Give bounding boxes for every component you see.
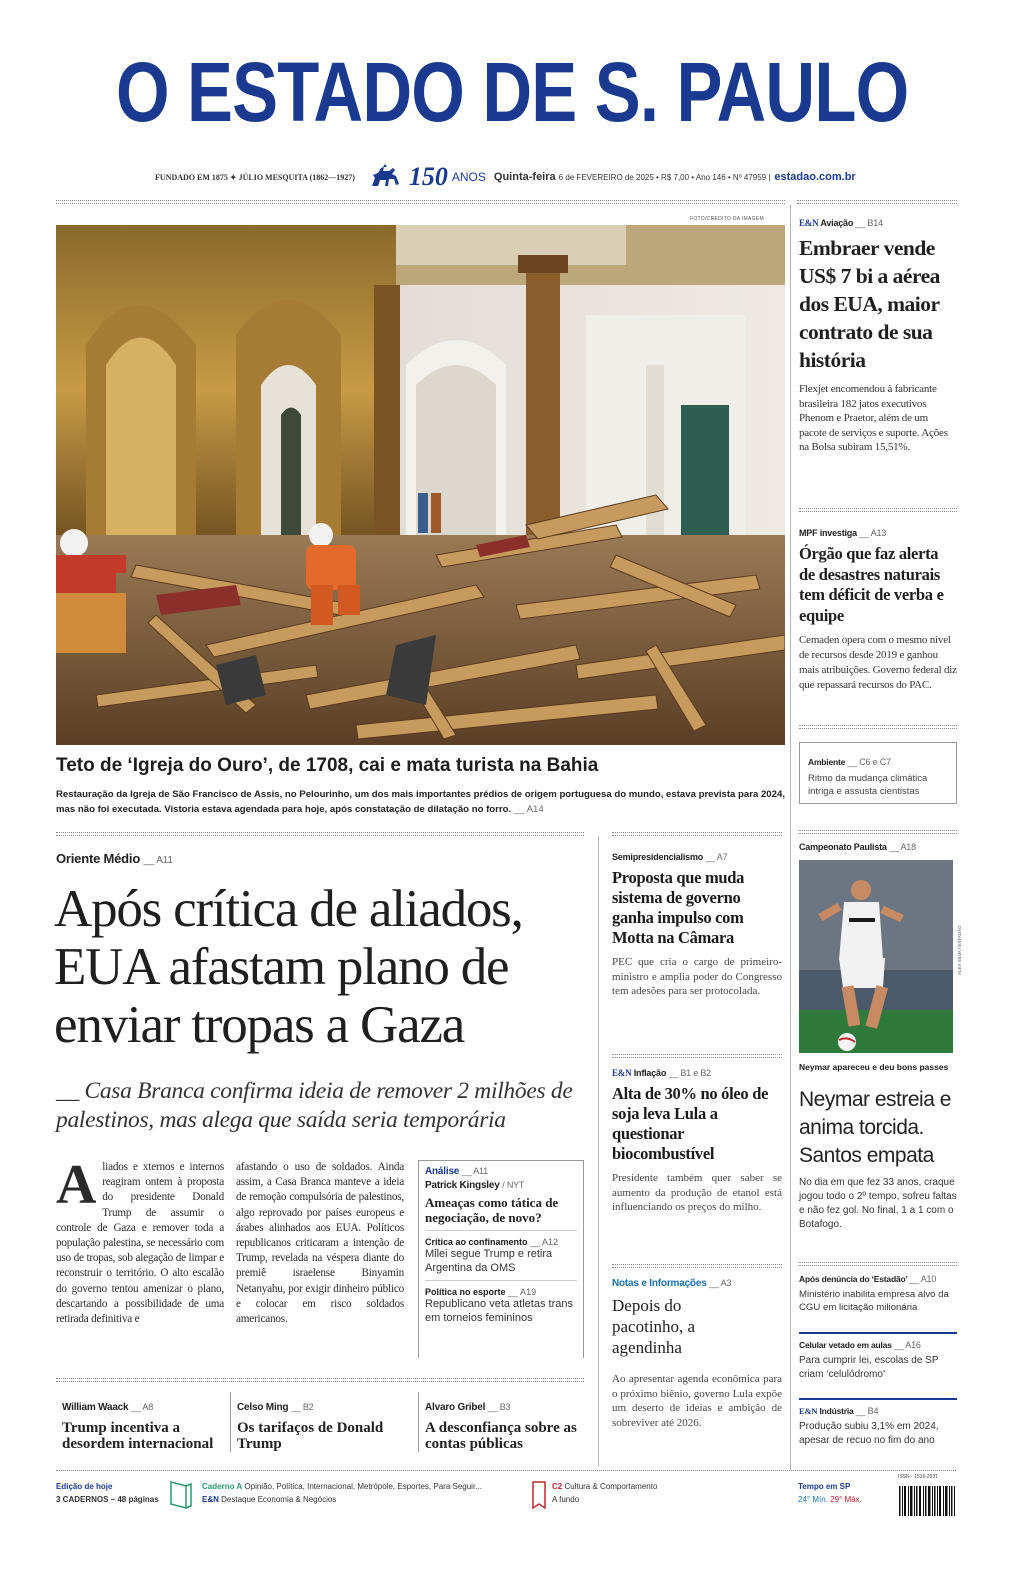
main-column-1 [56,1154,224,1327]
middle-story-1 [612,852,782,999]
right-story-5 [799,1274,957,1314]
lead-photo [56,225,785,745]
caderno-c2-icon [531,1480,549,1510]
footer-en-text: Destaque Economia & Negócios [221,1495,337,1504]
main-kicker [56,851,173,866]
middle-story-2-label: Inflação [633,1068,667,1078]
right-story-7-text[interactable]: Produção subiu 3,1% em 2024, apesar de recuo no fim do ano [799,1421,939,1446]
right-story-3-text: Ritmo da mudança climática intriga e assusta cientistas [808,773,928,797]
main-kicker-label: Oriente Médio [56,851,141,866]
footer-cad-a-text: Opinião, Política, Internacional, Metrópole, Esportes, Para Seguir... [244,1482,482,1491]
neymar-photo-credit: ALEX SILVA / ESTADÃO [957,925,962,975]
middle-story-3-page: __ A3 [709,1278,732,1288]
right-rule-1 [799,508,957,512]
middle-rule-1 [612,1054,782,1058]
church-collapse-image [56,225,785,745]
founded-line: FUNDADO EM 1875 ✦ JÚLIO MESQUITA (1862—1927) [155,172,355,182]
footer-weather-label: Tempo em SP [798,1482,851,1491]
column-headline: Trump incentiva a desordem internacional [62,1420,214,1452]
lead-summary [56,787,785,817]
neymar-photo [799,860,953,1053]
mid-rule-middle [612,832,782,836]
middle-story-1-text: PEC que cria o cargo de primeiro-ministro e amplia poder do Congresso tem adesões para ser protocolada. [612,956,782,998]
analise-item1-kicker [425,1237,577,1247]
right-story-2-headline[interactable]: Órgão que faz alerta de desastres naturais tem déficit de verba e equipe [799,544,944,625]
right-blue-rule-1 [799,1332,957,1334]
top-rule-right [797,200,957,204]
footer-weather [798,1482,878,1504]
right-story-3-kicker [808,757,948,767]
column-card[interactable] [56,1392,224,1452]
lead-page-ref: __ A14 [513,804,544,815]
lead-summary-text: Restauração da Igreja de São Francisco de Assis, no Pelourinho, um dos mais importantes prédios de origem portuguesa do mundo, estava prevista para 2024, mas não foi executada. Vistoria estava agendada para hoje, após constatação de dilatação no forro. [56,789,785,815]
right-story-1-kicker [799,218,957,228]
right-story-2-label: MPF investiga [799,528,857,538]
column-card[interactable] [418,1392,584,1452]
right-column-divider [790,205,791,1470]
right-story-6-kicker [799,1340,957,1350]
right-story-3-page: __ C6 e C7 [847,757,891,767]
right-story-1-en: E&N [799,218,819,228]
analise-item2-page: __ A19 [508,1287,537,1297]
columns-rule [56,1378,584,1382]
analise-item1-text[interactable]: Milei segue Trump e retira Argentina da OMS [425,1248,553,1274]
right-story-3-label: Ambiente [808,757,846,767]
analise-item2-kicker [425,1287,577,1297]
right-story-7-label: Indústria [819,1406,854,1416]
analise-author: Patrick Kingsley [425,1180,500,1191]
column-author: William Waack [62,1402,129,1413]
middle-story-1-kicker [612,852,782,862]
site-link[interactable]: estadao.com.br [774,171,856,183]
analise-item1-page: __ A12 [530,1237,559,1247]
right-story-1-text: Flexjet encomendou à fabricante brasileira 182 jatos executivos Phenom e Praetor, além de um pacote de serviços e suporte. Ações na Bolsa subiram 15,51%. [799,383,948,453]
right-story-7-kicker [799,1406,957,1416]
footer-rule [56,1470,956,1472]
right-story-2 [799,528,957,693]
column-card[interactable] [230,1392,410,1452]
barcode-icon [898,1482,956,1520]
footer-en-label: E&N [202,1495,219,1504]
middle-story-3-headline[interactable]: Depois do pacotinho, a agendinha [612,1296,696,1357]
middle-story-1-page: __ A7 [705,852,728,862]
column-author: Alvaro Gribel [425,1402,486,1413]
footer-weather-max: 29° Máx. [830,1495,862,1504]
middle-story-3 [612,1278,782,1430]
caderno-a-icon [168,1480,194,1510]
right-story-4-label: Campeonato Paulista [799,842,887,852]
right-story-4-text: No dia em que fez 33 anos, craque jogou todo o 2º tempo, sofreu faltas e não fez gol. No final, 1 a 1 com o Botafogo. [799,1177,957,1230]
column-page: __ B3 [487,1402,511,1412]
anniversary-number: 150 [408,162,448,191]
right-story-1 [799,218,957,455]
column-headline: Os tarifaços de Donald Trump [237,1420,384,1452]
footer-edition-label: Edição de hoje [56,1482,113,1491]
right-story-5-kicker [799,1274,957,1284]
analise-item2-label: Política no esporte [425,1287,506,1297]
footer-cad-a-label: Caderno A [202,1482,243,1491]
right-story-1-label: Aviação [820,218,854,228]
footer-edition [56,1482,159,1504]
main-column-1-text: liados e xternos e internos reagiram ontem à proposta do presidente Donald Trump de assumir o controle de Gaza e remover toda a população palestina, se necessário com uso de tropas, sob alegação de limpar e reconstruir o território. O alto escalão do governo tentou amenizar o plano, descartando a possibilidade de uma retirada definitiva e [56,1161,224,1326]
middle-story-3-text: Ao apresentar agenda econômica para o próximo biênio, governo Lula expõe um deserto de ideias e ambição de sobreviver até 2026. [612,1373,782,1429]
footer-edition-text: 3 CADERNOS – 48 páginas [56,1495,159,1504]
horseman-logo-icon [369,164,403,190]
right-story-2-kicker [799,528,957,538]
middle-rule-2 [612,1264,782,1268]
analise-page-ref: __ A11 [461,1166,488,1176]
right-story-1-page: __ B14 [855,218,883,228]
middle-story-2-en: E&N [612,1068,632,1078]
date-info: 6 de FEVEREIRO de 2025 • R$ 7,00 • Ano 146 • Nº 47959 | [558,172,771,182]
masthead-subbar [155,162,875,192]
footer-c2 [552,1482,712,1504]
right-story-7-page: __ B4 [855,1406,879,1416]
right-story-4-headline[interactable]: Neymar estreia e anima torcida. Santos empata [799,1088,951,1167]
right-story-5-label: Após denúncia do ‘Estadão’ [799,1274,908,1284]
lead-headline[interactable]: Teto de ‘Igreja do Ouro’, de 1708, cai e mata turista na Bahia [56,755,599,776]
main-page-ref: __ A11 [143,855,173,866]
footer-cadernos [202,1482,522,1504]
column-page: __ A8 [131,1402,154,1412]
main-deck: __ Casa Branca confirma ideia de remover 2 milhões de palestinos, mas alega que saída seria temporária [56,1078,573,1133]
dropcap: A [56,1154,97,1216]
analise-separator-2 [425,1280,577,1281]
footer [56,1478,956,1518]
footer-c2-sub: A fundo [552,1495,580,1504]
weekday: Quinta-feira [493,171,556,183]
right-story-6-label: Celular vetado em aulas [799,1340,892,1350]
middle-story-1-label: Semipresidencialismo [612,852,704,862]
column-author-line [425,1402,578,1413]
footer-c2-text: Cultura & Comportamento [564,1482,658,1491]
analise-separator [425,1230,577,1231]
footer-c2-label: C2 [552,1482,563,1491]
newspaper-title: O ESTADO DE S. PAULO [115,45,909,139]
column-page: __ B2 [290,1402,314,1412]
footer-weather-min: 24° Mín. [798,1495,828,1504]
right-story-7 [799,1406,957,1447]
middle-column-divider [598,836,599,1466]
mid-rule-left [56,832,584,836]
middle-story-2-headline[interactable]: Alta de 30% no óleo de soja leva Lula a questionar biocombustível [612,1084,769,1163]
middle-story-2 [612,1068,782,1215]
right-blue-rule-2 [799,1398,957,1400]
middle-story-2-text: Presidente também quer saber se aumento da produção de etanol está influenciando os preços do milho. [612,1172,782,1214]
main-headline[interactable]: Após crítica de aliados, EUA afastam plano de enviar tropas a Gaza [54,880,523,1054]
analise-item1-label: Crítica ao confinamento [425,1237,528,1247]
right-story-1-headline[interactable]: Embraer vende US$ 7 bi a aérea dos EUA, maior contrato de sua história [799,236,940,372]
neymar-caption: Neymar apareceu e deu bons passes [799,1062,949,1072]
analise-headline[interactable]: Ameaças como tática de negociação, de novo? [425,1195,559,1225]
middle-story-2-page: __ B1 e B2 [668,1068,711,1078]
issn: ISSN - 1516-2931 [898,1474,939,1480]
right-story-6-text[interactable]: Para cumprir lei, escolas de SP criam ‘celulódromo’ [799,1355,939,1380]
analise-source: / NYT [502,1180,525,1190]
analise-box [418,1160,584,1358]
right-story-3[interactable] [799,742,957,804]
main-column-2: afastando o uso de soldados. Ainda assim, a Casa Branca manteve a ideia de remoção compulsória de palestinos, algo reprovado por países europeus e árabes alinhados aos EUA. Políticos republicanos criticaram a intenção de Trump, revelada na véspera diante do premiê israelense Binyamin Netanyahu, por exigir dinheiro público e colocar em risco soldados americanos. [236,1161,404,1326]
analise-item2-text[interactable]: Republicano veta atletas trans em torneios femininos [425,1298,573,1324]
right-rule-3 [799,830,957,834]
right-story-4-page: __ A18 [889,842,916,852]
middle-story-3-label: Notas e Informações [612,1278,707,1289]
right-story-6-page: __ A16 [893,1340,921,1350]
right-story-4-kicker [799,842,916,852]
masthead [0,45,1024,139]
middle-story-2-kicker [612,1068,782,1078]
right-story-5-text[interactable]: Ministério inabilita empresa alvo da CGU em licitação milionária [799,1289,949,1313]
column-headline: A desconfiança sobre as contas públicas [425,1420,577,1452]
right-rule-2 [799,725,957,729]
column-author-line [237,1402,404,1413]
right-story-6 [799,1340,957,1381]
analise-kicker [425,1166,577,1177]
right-story-2-page: __ A13 [859,528,887,538]
photo-credit: FOTO/CREDITO DA IMAGEM [690,216,764,222]
right-rule-4 [799,1262,957,1266]
top-rule [56,200,785,204]
analise-author-line [425,1180,577,1191]
soccer-player-image [799,860,953,1053]
column-author: Celso Ming [237,1402,289,1413]
right-story-5-page: __ A10 [909,1274,937,1284]
middle-story-1-headline[interactable]: Proposta que muda sistema de governo ganha impulso com Motta na Câmara [612,868,745,947]
column-author-line [62,1402,218,1413]
analise-label: Análise [425,1166,460,1177]
right-story-2-text: Cemaden opera com o mesmo nível de recursos desde 2019 e ganhou mais atribuições. Governo federal diz que repassará recursos do PAC. [799,634,957,691]
anniversary-label: ANOS [451,170,486,184]
right-story-7-en: E&N [799,1406,818,1416]
middle-story-3-kicker [612,1278,782,1289]
